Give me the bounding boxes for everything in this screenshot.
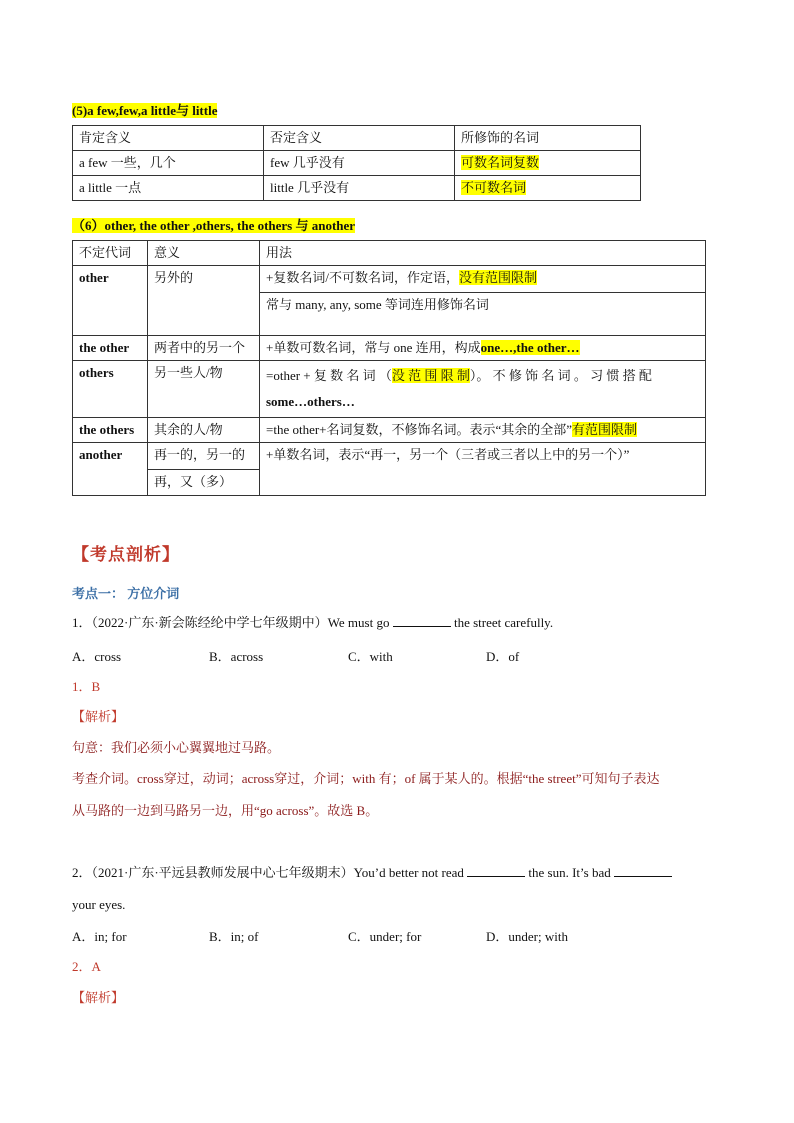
table-row (73, 361, 706, 418)
option-c: C．with (348, 649, 393, 664)
cell: =other + 复 数 名 词 （没 范 围 限 制）。 不 修 饰 名 词 。 习 惯 搭 配 some…others… (260, 361, 706, 418)
cell: 另外的 (148, 266, 260, 336)
question-1-stem: 1．（2022·广东·新会陈经纶中学七年级期中）We must go the street carefully. (72, 615, 554, 630)
option-a: A．in; for (72, 929, 127, 944)
cell: 两者中的另一个 (148, 336, 260, 361)
cell: a few 一些，几个 (73, 151, 264, 176)
cell: few 几乎没有 (264, 151, 455, 176)
question-2-stem-cont: your eyes. (72, 897, 126, 912)
table-row (73, 151, 641, 176)
answer-blank (614, 863, 672, 877)
cell: the others (73, 418, 148, 443)
explanation-line: 从马路的一边到马路另一边，用“go across”。故选 B。 (72, 803, 379, 818)
table-row (73, 126, 641, 151)
section5-table (72, 125, 641, 201)
option-a: A．cross (72, 649, 122, 664)
cell: 常与 many, any, some 等词连用修饰名词 (260, 293, 706, 336)
explanation-line: 考查介词。cross穿过，动词；across穿过，介词；with 有；of 属于某人的。根据“the street”可知句子表达 (72, 771, 660, 786)
cell: the other (73, 336, 148, 361)
kaodian-title: 考点一： 方位介词 (72, 586, 180, 601)
section6-title: （6）other, the other ,others, the others 与 another (72, 218, 356, 233)
section-heading: 【考点剖析】 (72, 545, 180, 564)
cell: +单数可数名词，常与 one 连用，构成one…,the other… (260, 336, 706, 361)
cell: 再，又（多） (148, 469, 260, 496)
answer-blank (467, 863, 525, 877)
cell: 其余的人/物 (148, 418, 260, 443)
cell: a little 一点 (73, 176, 264, 201)
explanation-line: 句意：我们必须小心翼翼地过马路。 (72, 740, 281, 755)
option-d: D．under; with (486, 929, 568, 944)
table-row (73, 176, 641, 201)
cell: others (73, 361, 148, 418)
header-cell: 用法 (260, 241, 706, 266)
table-row (73, 266, 706, 293)
cell: another (73, 443, 148, 496)
section6-table (72, 240, 706, 496)
cell: +复数名词/不可数名词，作定语，没有范围限制 (260, 266, 706, 293)
jiexi-label: 【解析】 (72, 990, 125, 1005)
question-2-stem: 2．（2021·广东·平远县教师发展中心七年级期末）You’d better not read the sun. It’s bad (72, 863, 672, 883)
cell (455, 151, 641, 176)
cell: 再一的，另一的 (148, 443, 260, 470)
cell: 另一些人/物 (148, 361, 260, 418)
table-row (73, 418, 706, 443)
option-b: B．across (209, 649, 264, 664)
answer-2: 2．A (72, 959, 101, 974)
highlight-text: 没 范 围 限 制 (391, 368, 470, 383)
header-cell: 所修饰的名词 (455, 126, 641, 151)
cell (455, 176, 641, 201)
table-row (73, 336, 706, 361)
option-b: B．in; of (209, 929, 259, 944)
cell: +单数名词，表示“再一，另一个（三者或三者以上中的另一个）” (260, 443, 706, 496)
header-cell: 否定含义 (264, 126, 455, 151)
header-cell: 意义 (148, 241, 260, 266)
table-row (73, 241, 706, 266)
highlight-text: 可数名词复数 (461, 155, 540, 170)
section5-title: (5)a few,few,a little与 little (72, 103, 218, 118)
answer-1: 1．B (72, 679, 101, 694)
highlight-text: one…,the other… (480, 340, 580, 355)
cell: =the other+名词复数，不修饰名词。表示“其余的全部”有范围限制 (260, 418, 706, 443)
option-c: C．under; for (348, 929, 422, 944)
table-row (73, 443, 706, 470)
header-cell: 不定代词 (73, 241, 148, 266)
option-d: D．of (486, 649, 520, 664)
answer-blank (393, 613, 451, 627)
jiexi-label: 【解析】 (72, 709, 125, 724)
highlight-text: 没有范围限制 (458, 270, 537, 285)
header-cell: 肯定含义 (73, 126, 264, 151)
highlight-text: 不可数名词 (461, 180, 527, 195)
highlight-text: 有范围限制 (572, 422, 638, 437)
cell: other (73, 266, 148, 336)
cell: little 几乎没有 (264, 176, 455, 201)
